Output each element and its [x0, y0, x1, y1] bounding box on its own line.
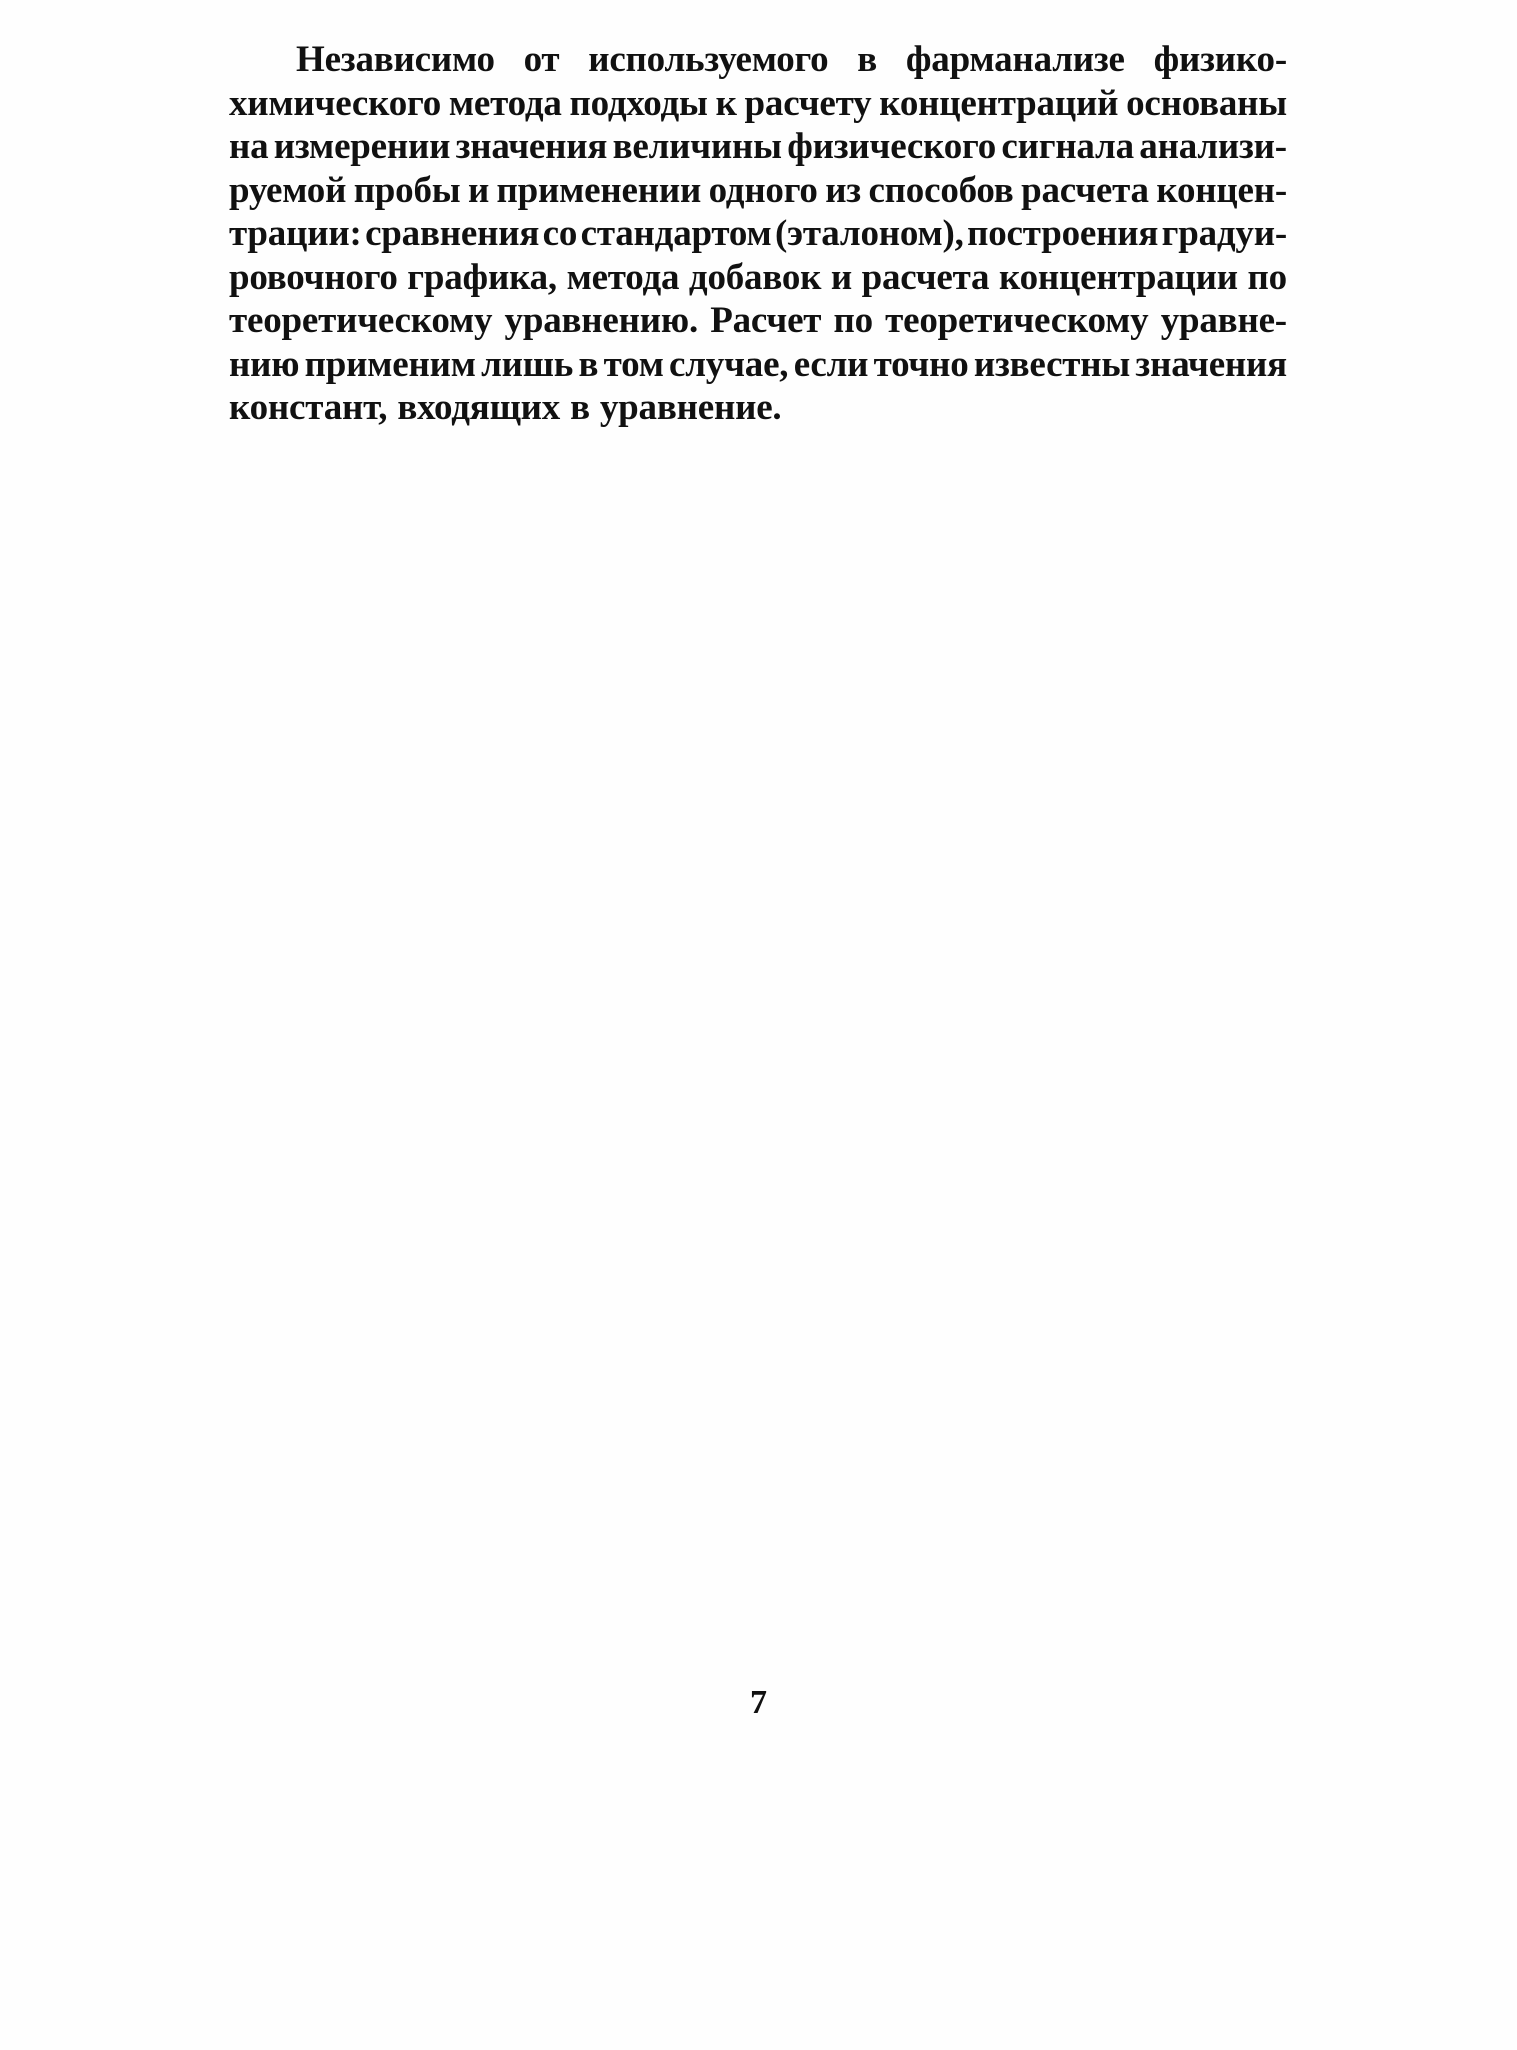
word: констант,	[229, 387, 388, 428]
paragraph-line	[229, 38, 1287, 82]
word: том	[603, 343, 664, 385]
word: теоретическому	[885, 300, 1149, 341]
word: градуи-	[1161, 213, 1287, 254]
word: значения	[1135, 343, 1287, 385]
word: добавок	[688, 256, 822, 298]
word: сигнала	[1001, 126, 1134, 167]
paragraph-line	[229, 343, 1287, 387]
word: анализи-	[1139, 126, 1287, 167]
word: физического	[787, 126, 996, 167]
word: фарманализе	[905, 39, 1125, 80]
word: лишь	[481, 343, 574, 385]
word: входящих	[397, 387, 561, 428]
word: используемого	[588, 39, 829, 80]
word: расчета	[861, 256, 990, 298]
word: по	[1247, 256, 1287, 298]
word: подходы	[569, 82, 708, 124]
word: по	[833, 300, 873, 341]
word: физико-	[1153, 39, 1287, 80]
word: Независимо	[296, 39, 495, 80]
word: способов	[868, 169, 1014, 211]
word: Расчет	[710, 300, 822, 341]
word: в	[857, 39, 878, 80]
word: величины	[612, 126, 782, 167]
word: метода	[448, 82, 562, 124]
word: концентрации	[998, 256, 1238, 298]
word: применим	[304, 343, 476, 385]
word: метода	[566, 256, 680, 298]
word: к	[715, 82, 737, 124]
word: расчета	[1021, 169, 1149, 211]
word: и	[830, 256, 852, 298]
word: на	[229, 126, 269, 167]
word: из	[825, 169, 861, 211]
word: случае,	[669, 343, 789, 385]
word: трации:	[229, 213, 362, 254]
word: ровочного	[229, 256, 398, 298]
word: руемой	[229, 169, 347, 211]
paragraph-line	[229, 386, 1287, 430]
word: известны	[973, 343, 1131, 385]
word: от	[523, 39, 560, 80]
word: значения	[455, 126, 608, 167]
word: нию	[229, 343, 300, 385]
word: уравнение.	[599, 387, 782, 428]
word: химического	[229, 82, 442, 124]
word: пробы	[353, 169, 461, 211]
word: в	[578, 343, 599, 385]
word: применении	[496, 169, 702, 211]
word: со	[542, 213, 578, 254]
body-paragraph	[229, 38, 1287, 430]
paragraph-line	[229, 125, 1287, 169]
word: концентраций	[879, 82, 1119, 124]
word: уравнению.	[504, 300, 698, 341]
word: концен-	[1156, 169, 1287, 211]
word: основаны	[1126, 82, 1287, 124]
word: измерении	[273, 126, 451, 167]
word: в	[570, 387, 590, 428]
word: сравнения	[365, 213, 540, 254]
word: теоретическому	[229, 300, 493, 341]
word: графика,	[407, 256, 557, 298]
word: стандартом	[580, 213, 772, 254]
paragraph-line	[229, 299, 1287, 343]
paragraph-line	[229, 256, 1287, 300]
word: (эталоном),	[774, 213, 964, 254]
word: одного	[708, 169, 818, 211]
paragraph-line	[229, 212, 1287, 256]
word: построения	[967, 213, 1159, 254]
paragraph-line	[229, 82, 1287, 126]
word: расчету	[744, 82, 872, 124]
word: уравне-	[1160, 300, 1287, 341]
page-number: 7	[750, 1684, 767, 1721]
paragraph-line	[229, 169, 1287, 213]
word: и	[467, 169, 490, 211]
word: точно	[873, 343, 969, 385]
word: если	[793, 343, 869, 385]
